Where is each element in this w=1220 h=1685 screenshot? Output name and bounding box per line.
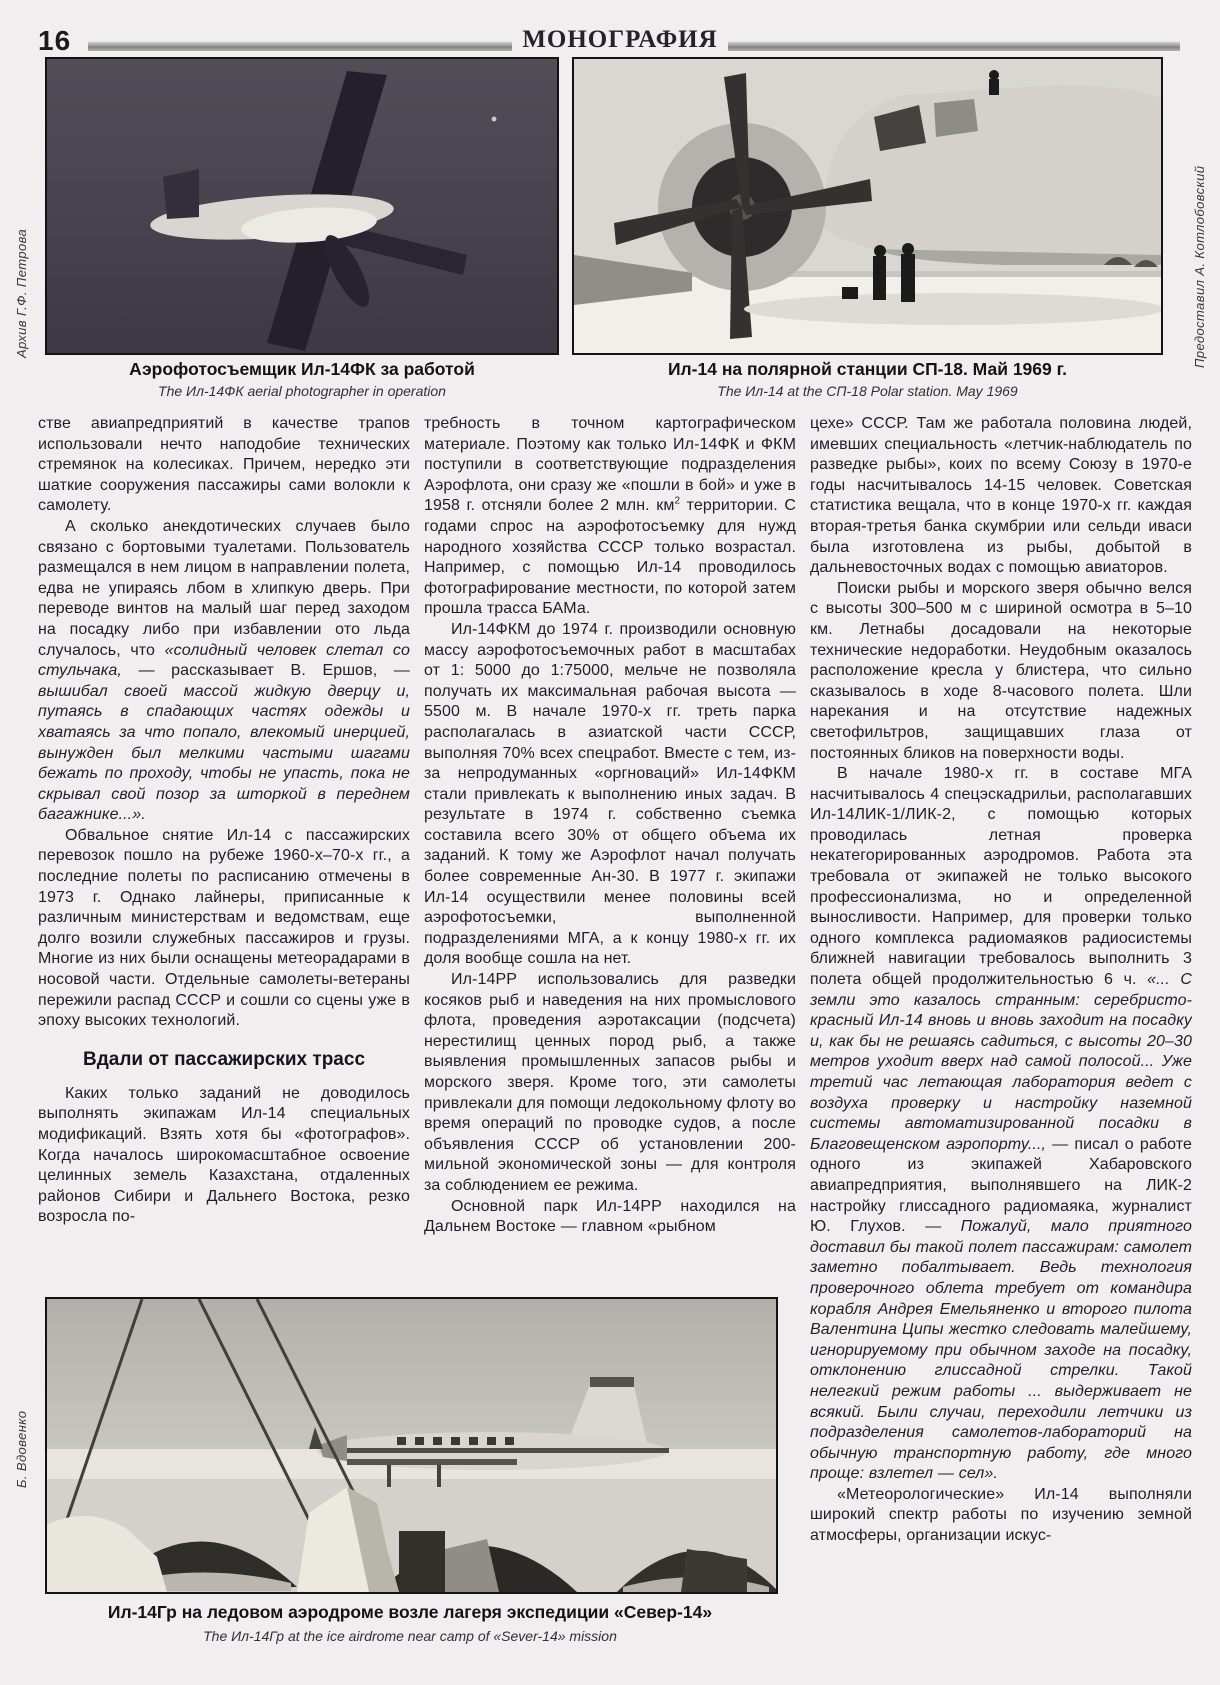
text-run: цехе» СССР. Там же работала половина людей, имевших специальность «летчик-наблюдатель по разведке рыбы», коих по всему Союзу в 1970-е годы насчитывалось 14-15 человек. Советская статистика вещала, что в конце 1970-х гг. каждая вторая-третья банка скумбрии или сельди иваси была изготовлена из рыбы, добытой в дальневосточных водах с помощью авиаторов.: [810, 415, 1192, 577]
text-run: «солидный человек слетал со стульчака,: [38, 641, 410, 680]
body-paragraph: [424, 620, 796, 970]
polar-station-photo-art: [574, 59, 1161, 353]
text-run: В начале 1980-х гг. в составе МГА насчитывалось 4 спецэскадрильи, располагавших Ил-14ЛИК-1/ЛИК-2, с помощью которых проводилась летная проверка некатегорированных аэродромов. Работа эта требовала от экипажей не только высокого профессионализма, но и определенной выносливости. Например, для проверки только одного комплекса радиомаяков радиосистемы ближней навигации требовалось выполнить 3 полета общей продолжительностью 6 ч.: [810, 765, 1192, 989]
photo-credit-bottom-left: Б. Вдовенко: [14, 1410, 29, 1488]
caption-top-left-ru: Аэрофотосъемщик Ил-14ФК за работой: [129, 359, 475, 379]
text-run: территории. С годами спрос на аэрофотосъемку для нужд народного хозяйства СССР только возрастал. Например, с помощью Ил-14 проводилось фотографирование местности, по которой затем прошла трасса БАМа.: [424, 497, 796, 618]
body-paragraph: [424, 1197, 796, 1238]
text-run: «Метеорологические» Ил-14 выполняли широкий спектр работы по изучению земной атмосферы, организации искус-: [810, 1485, 1192, 1545]
text-run: Обвальное снятие Ил-14 с пассажирских перевозок пошло на рубеже 1960-х–70-х гг., а последние полеты по расписанию отмечены в 1973 г. Однако лайнеры, приписанные к различным министерствам и ведомствам, еще долго возили служебных пассажиров и грузы. Многие из них были оснащены метеорадарами в носовой части. Отдельные самолеты-ветераны пережили распад СССР и сошли со сцены уже в эпоху высоких технологий.: [38, 826, 410, 1030]
photo-il14fk-in-flight: [45, 57, 559, 355]
text-run: Поиски рыбы и морского зверя обычно велся с высоты 300–500 м с шириной осмотра в 5–10 км. Летнабы досадовали на некоторые технические недоработки. Неудобным оказалось расположение кресла у блистера, что сильно сказывалось в ходе 8-часового полета. Шли нарекания и на отсутствие надежных светофильтров, защищавших глаза от постоянных бликов на поверхности воды.: [810, 579, 1192, 762]
section-heading: Вдали от пассажирских трасс: [82, 1048, 366, 1070]
caption-bottom-en: The Ил-14Гр at the ice airdrome near camp of «Sever-14» mission: [203, 1628, 617, 1644]
photo-il14-polar-station: [572, 57, 1163, 355]
text-run: А сколько анекдотических случаев было связано с бортовыми туалетами. Пользователь размещался в нем лицом в направлении полета, едва не упираясь лбом в хлипкую дверь. При переводе винтов на малый шаг перед заходом на посадку либо при избавлении ото льда случалось, что: [38, 517, 410, 659]
body-paragraph: [810, 1485, 1192, 1547]
caption-top-right-en: The Ил-14 at the СП-18 Polar station. May 1969: [717, 383, 1018, 399]
il14fk-photo-art: [47, 59, 557, 353]
text-run: «... С земли это казалось странным: серебристо-красный Ил-14 вновь и вновь заходит на посадку и, как бы не решаясь садиться, с высоты 20–30 метров уходит вверх над самой полосой... Уже третий час летающая лаборатория ведет с воздуха проверку и настройку наземной системы автоматизированной посадки в Благовещенском аэропорту...,: [810, 971, 1192, 1153]
text-column-3: [810, 414, 1192, 1666]
text-run: 2: [674, 496, 681, 508]
body-paragraph: [38, 414, 410, 517]
body-paragraph: [38, 826, 410, 1032]
text-run: требность в точном картографическом материале. Поэтому как только Ил-14ФК и ФКМ поступили в соответствующие подразделения Аэрофлота, они сразу же «пошли в бой» и уже в 1958 г. отсняли более 2 млн. км: [424, 415, 796, 515]
photo-credit-top-left: Архив Г.Ф. Петрова: [14, 228, 29, 358]
body-paragraph: [38, 1084, 410, 1228]
body-paragraph: [810, 414, 1192, 579]
ice-airdrome-photo-art: [47, 1299, 776, 1592]
text-run: Пожалуй, мало приятного доставил бы такой полет пассажирам: самолет заметно побалтывает. Ведь технология проверочного облета требует от командира корабля Андрея Емельяненко и второго пилота Валентина Ципы жестко следовать малейшему, игнорируемому при обычном заходе на посадку, отклонению глиссадной стрелки. Такой нелегкий режим работы ... выдерживает не всякий. Были случаи, переходили летчики из подразделения самолетов-лабораторий на обычную транспортную работу, где много проще: взлетел — сел».: [810, 1218, 1192, 1483]
caption-bottom-ru: Ил-14Гр на ледовом аэродроме возле лагеря экспедиции «Север-14»: [107, 1602, 713, 1622]
header-rule-right: [728, 41, 1180, 51]
body-paragraph: [424, 414, 796, 620]
header-title: МОНОГРАФИЯ: [522, 26, 718, 53]
text-column-2: [424, 414, 796, 1296]
text-run: Каких только заданий не доводилось выполнять экипажам Ил-14 специальных модификаций. Взять хотя бы «фотографов». Когда началось широкомасштабное освоение целинных земель Казахстана, отдаленных районов Сибири и Дальнего Востока, резко возросла по-: [38, 1084, 410, 1226]
body-paragraph: [810, 764, 1192, 1485]
text-run: Основной парк Ил-14РР находился на Дальнем Востоке — главном «рыбном: [424, 1197, 796, 1236]
caption-top-left-en: The Ил-14ФК aerial photographer in operation: [158, 383, 446, 399]
page-number: 16: [38, 25, 72, 56]
photo-credit-top-right: Предоставил А. Котлобовский: [1192, 165, 1207, 368]
photo-il14gr-ice-airdrome: [45, 1297, 778, 1594]
text-run: Ил-14ФКМ до 1974 г. производили основную массу аэрофотосъемочных работ в масштабах от 1: 5000 до 1:75000, мельче не позволяла получать их максимальная рабочая высота — 5500 м. В начале 1970-х гг. треть парка располагалась в азиатской части СССР, выполняя 70% всех спецработ. Вместе с тем, из-за непродуманных «оргноваций» Ил-14ФКМ стали привлекать к выполнению иных задач. В результате в 1974 г. собственно съемка составила всего 30% от общего объема их заданий. К тому же Аэрофлот начал получать более современные Ан-30. В 1977 г. экипажи Ил-14 осуществили менее половины всей аэрофотосъемки, выполненной подразделениями МГА, а к концу 1980-х гг. их доля вообще сошла на нет.: [424, 620, 796, 968]
text-run: стве авиапредприятий в качестве трапов использовали нечто наподобие технических стремянок на колесиках. Причем, нередко эти шаткие сооружения пассажиры сами волокли к самолету.: [38, 415, 410, 515]
header-rule-left: [88, 41, 512, 51]
text-run: — рассказывает В. Ершов, —: [121, 662, 410, 680]
caption-top-right-ru: Ил-14 на полярной станции СП-18. Май 1969 г.: [667, 359, 1068, 379]
text-run: — писал о работе одного из экипажей Хабаровского авиапредприятия, выполнявшего на ЛИК-2 настройку глиссадного радиомаяка, журналист Ю. Глухов. —: [810, 1135, 1192, 1236]
text-run: Ил-14РР использовались для разведки косяков рыб и наведения на них промыслового флота, проведения аэротаксации (подсчета) нерестилищ ценных пород рыб, а также выявления промышленных запасов рыбы и морского зверя. Кроме того, эти самолеты привлекали для помощи ледокольному флоту во время операций по проводке судов, а после объявления СССР об установлении 200-мильной экономической зоны — для контроля за соблюдением ее режима.: [424, 971, 796, 1194]
body-paragraph: [38, 517, 410, 826]
text-run: вышибал своей массой жидкую дверцу и, путаясь в спадающих частях одежды и хватаясь за что попало, влекомый инерцией, вынужден был мелкими частыми шагами бежать по проходу, чтобы не упасть, пока не скрывал свой позор за шторкой в переднем багажнике...».: [38, 682, 410, 824]
body-paragraph: [810, 579, 1192, 764]
text-column-1: [38, 414, 410, 1296]
body-paragraph: [424, 970, 796, 1197]
